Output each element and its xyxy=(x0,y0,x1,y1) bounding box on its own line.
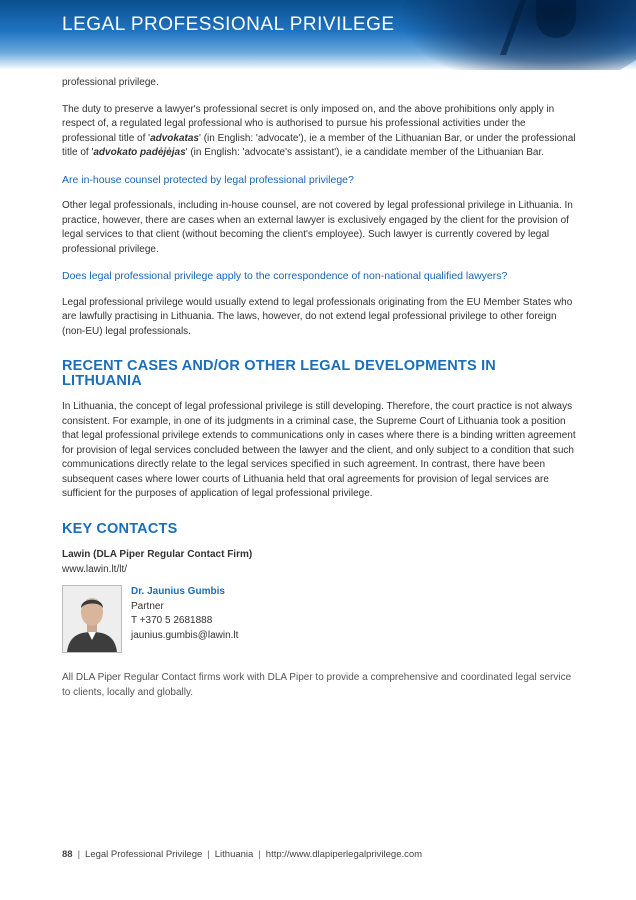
paragraph: The duty to preserve a lawyer's professional secret is only imposed on, and the above prohibitions only apply in respect of, a regulated legal professional who is authorised to pursue his professional activities under the professional title of 'advokatas' (in English: 'advocate'), ie a member of the Lithuanian Bar, or under the professional title of 'advokato padėjėjas' (in English: 'advocate's assistant'), ie a candidate member of the Lithuanian Bar. xyxy=(62,103,576,158)
separator: | xyxy=(207,849,210,860)
contact-email[interactable]: jaunius.gumbis@lawin.lt xyxy=(131,629,239,641)
section-heading: RECENT CASES AND/OR OTHER LEGAL DEVELOPMENTS IN LITHUANIA xyxy=(62,358,496,389)
page-header-title: LEGAL PROFESSIONAL PRIVILEGE xyxy=(62,14,395,35)
question-heading: Does legal professional privilege apply to the correspondence of non-national qualified lawyers? xyxy=(62,270,508,282)
header-banner xyxy=(0,0,636,70)
emphasis-term: advokatas xyxy=(150,132,199,144)
paragraph: In Lithuania, the concept of legal professional privilege is still developing. Therefore, the court practice is not always consistent. For example, in one of its judgments in a criminal case, the Supreme Court of Lithuania took a position that legal professional privilege extends to communications only in cases where there is a binding written agreement for provision of legal services concluded between the lawyer and the client, and only subject to a condition that such communications directly relate to the legal services specified in such agreement. In contrast, there have been subsequent cases where lower courts of Lithuania held that oral agreements for provision of legal services are sufficient for the purposes of application of legal professional privilege. xyxy=(62,401,576,499)
contact-photo xyxy=(62,585,122,653)
emphasis-term: advokato padėjėjas xyxy=(93,147,186,158)
contact-phone: T +370 5 2681888 xyxy=(131,615,213,626)
contact-details xyxy=(131,585,238,653)
question-heading: Are in-house counsel protected by legal professional privilege? xyxy=(62,173,354,186)
paragraph: Legal professional privilege would usually extend to legal professionals originating from the EU Member States who are lawfully practising in Lithuania. The laws, however, do not extend legal professional privilege to other foreign (non-EU) legal professionals. xyxy=(62,296,573,337)
paragraph: All DLA Piper Regular Contact firms work with DLA Piper to provide a comprehensive and coordinated legal service to clients, locally and globally. xyxy=(62,672,572,698)
firm-link[interactable]: www.lawin.lt/lt/ xyxy=(62,563,128,575)
paragraph: professional privilege. xyxy=(62,77,159,88)
page-footer xyxy=(62,849,422,860)
footer-title: Legal Professional Privilege xyxy=(85,849,203,860)
firm-name: Lawin (DLA Piper Regular Contact Firm) xyxy=(62,549,253,560)
page-number: 88 xyxy=(62,849,73,860)
contact-card xyxy=(62,585,576,653)
contact-role: Partner xyxy=(131,600,164,612)
main-content xyxy=(62,76,576,712)
footer-country: Lithuania xyxy=(214,849,254,860)
contact-name: Dr. Jaunius Gumbis xyxy=(131,586,225,597)
paragraph: Other legal professionals, including in-house counsel, are not covered by legal professional privilege in Lithuania. In practice, however, there are cases when an external lawyer is exclusively engaged by the client for the provision of legal services to that client (without becoming the client's employee). Such lawyer is currently covered by legal professional privilege. xyxy=(62,200,573,255)
separator: | xyxy=(77,849,81,860)
section-heading: KEY CONTACTS xyxy=(62,520,178,537)
separator: | xyxy=(258,849,261,860)
footer-link[interactable]: http://www.dlapiperlegalprivilege.com xyxy=(265,849,423,860)
